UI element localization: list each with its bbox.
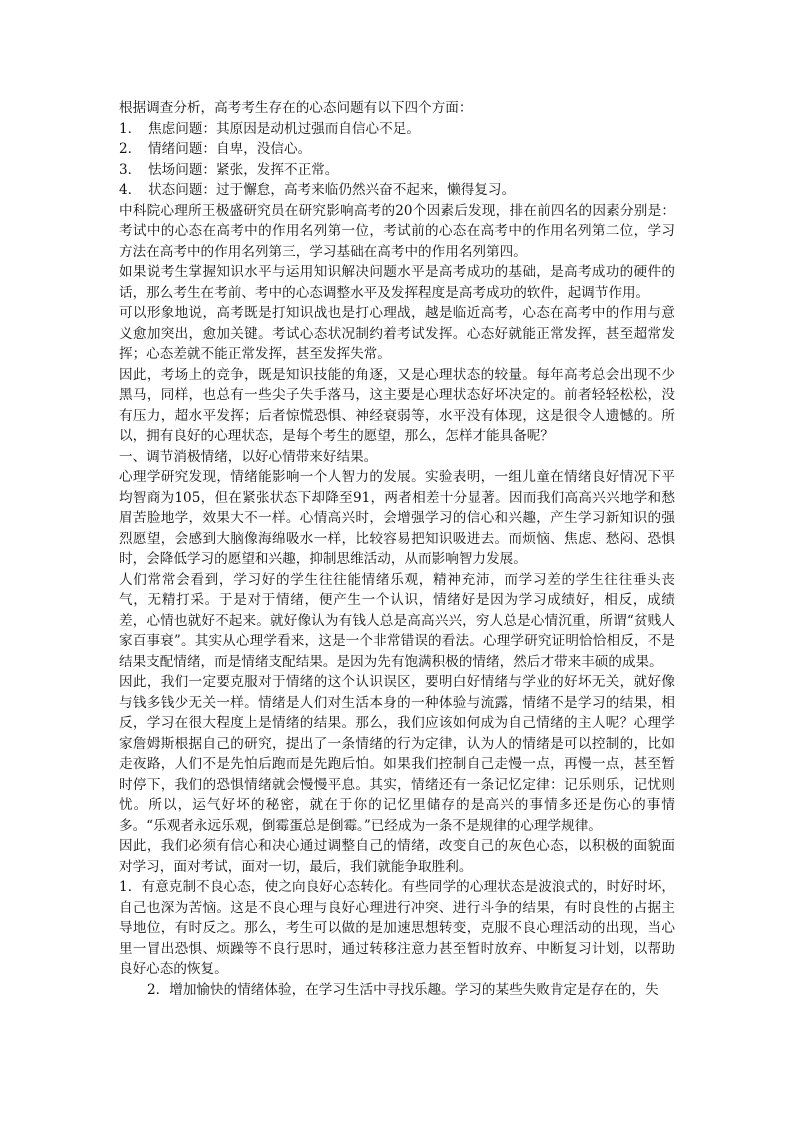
psychological-battle-paragraph: 可以形象地说，高考既是打知识战也是打心理战，越是临近高考，心态在高考中的作用与意义愈加突出，愈加关键。考试心态状况制约着考试发挥。心态好就能正常发挥，甚至超常发挥；心态差就不能正常发挥，甚至发挥失常。 [119,305,675,362]
misconception-paragraph: 人们常常会看到，学习好的学生往往能情绪乐观，精神充沛，而学习差的学生往往垂头丧气，无精打采。于是对于情绪，便产生一个认识，情绪好是因为学习成绩好，相反，成绩差，心情也就好不起来。就好像认为有钱人总是高高兴兴，穷人总是心情沉重，所谓“贫贱人家百事衰”。其实从心理学看来，这是一个非常错误的看法。心理学研究证明恰恰相反，不是结果支配情绪，而是情绪支配结果。是因为先有饱满积极的情绪，然后才带来丰硕的成果。 [119,571,675,670]
list-item-state: 4． 状态问题：过于懈怠，高考来临仍然兴奋不起来，懒得复习。 [119,182,516,198]
intro-paragraph: 根据调查分析，高考考生存在的心态问题有以下四个方面： [119,100,473,116]
point-one-paragraph: 1．有意克制不良心态，使之向良好心态转化。有些同学的心理状态是波浪式的，时好时坏，自己也深为苦恼。这是不良心理与良好心理进行冲突、进行斗争的结果，有时良性的占据主导地位，有时反之。那么，考生可以做的是加速思想转变，克服不良心理活动的出现，当心里一冒出恐惧、烦躁等不良行思时，通过转移注意力甚至暂时放弃、中断复习计划，以帮助良好心态的恢复。 [119,879,675,977]
competition-paragraph: 因此，考场上的竞争，既是知识技能的角逐，又是心理状态的较量。每年高考总会出现不少黑马，同样，也总有一些尖子失手落马，这主要是心理状态好坏决定的。前者轻轻松松，没有压力，超水平发挥；后者惊慌恐惧、神经衰弱等，水平没有体现，这是很令人遗憾的。所以，拥有良好的心理状态，是每个考生的愿望，那么，怎样才能具备呢？ [119,366,675,444]
point-two-paragraph: 2．增加愉快的情绪体验，在学习生活中寻找乐趣。学习的某些失败肯定是存在的，失 [147,981,659,998]
section-heading-emotion: 一、调节消极情绪，以好心情带来好结果。 [119,448,378,465]
hardware-software-paragraph: 如果说考生掌握知识水平与运用知识解决问题水平是高考成功的基础，是高考成功的硬件的话，那么考生在考前、考中的心态调整水平及发挥程度是高考成功的软件，起调节作用。 [119,264,675,301]
list-item-anxiety: 1． 焦虑问题：其原因是动机过强而自信心不足。 [119,120,420,137]
document-body [119,98,675,1000]
emotion-control-paragraph: 因此，我们一定要克服对于情绪的这个认识误区，要明白好情绪与学业的好坏无关，就好像与钱多钱少无关一样。情绪是人们对生活本身的一种体验与流露，情绪不是学习的结果，相反，学习在很大程度上是情绪的结果。那么，我们应该如何成为自己情绪的主人呢？心理学家詹姆斯根据自己的研究，提出了一条情绪的行为定律，认为人的情绪是可以控制的，比如走夜路，人们不是先怕后跑而是先跑后怕。如果我们控制自己走慢一点，再慢一点，甚至暂时停下，我们的恐惧情绪就会慢慢平息。其实，情绪还有一条记忆定律：记乐则乐，记忧则忧。所以，运气好坏的秘密，就在于你的记忆里储存的是高兴的事情多还是伤心的事情多。“乐观者永远乐观，倒霉蛋总是倒霉。”已经成为一条不是规律的心理学规律。 [119,674,675,834]
confidence-paragraph: 因此，我们必须有信心和决心通过调整自己的情绪，改变自己的灰色心态，以积极的面貌面对学习，面对考试，面对一切，最后，我们就能争取胜利。 [119,838,675,875]
list-item-emotion: 2． 情绪问题：自卑，没信心。 [119,141,312,157]
study-findings-paragraph: 心理学研究发现，情绪能影响一个人智力的发展。实验表明，一组儿童在情绪良好情况下平均智商为105，但在紧张状态下却降至91，两者相差十分显著。因而我们高高兴兴地学和愁眉苦脸地学，效果大不一样。心情高兴时，会增强学习的信心和兴趣，产生学习新知识的强烈愿望，会感到大脑像海绵吸水一样，比较容易把知识吸进去。而烦恼、焦虑、愁闷、恐惧时，会降低学习的愿望和兴趣，抑制思维活动，从而影响智力发展。 [119,469,675,567]
list-item-stage-fright: 3． 怯场问题：紧张，发挥不正常。 [119,161,339,178]
research-paragraph: 中科院心理所王极盛研究员在研究影响高考的20个因素后发现，排在前四名的因素分别是：考试中的心态在高考中的作用名列第一位，考试前的心态在高考中的作用名列第二位，学习方法在高考中的作用名列第三，学习基础在高考中的作用名列第四。 [119,202,675,260]
